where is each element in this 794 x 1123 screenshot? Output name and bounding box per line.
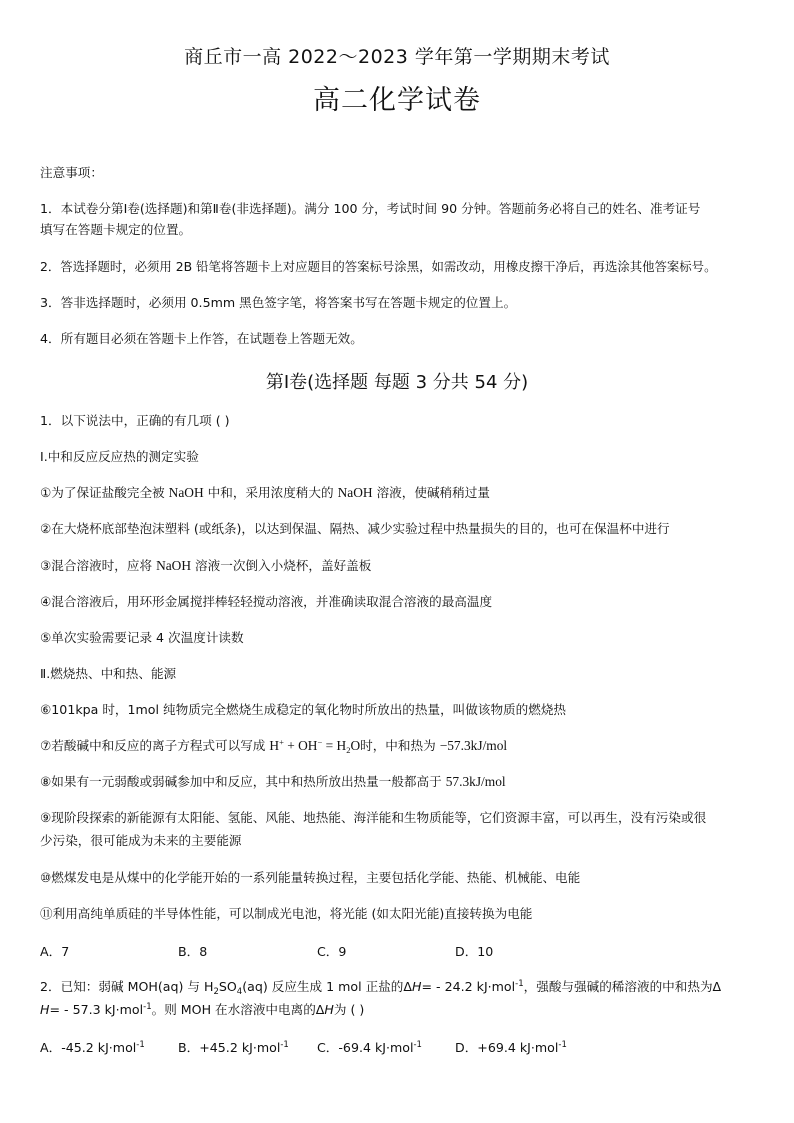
q1-option-a: A．7 bbox=[40, 944, 70, 959]
statement-2: ②在大烧杯底部垫泡沫塑料 (或纸条)，以达到保温、隔热、减少实验过程中热量损失的目的，也可在保温杯中进行 bbox=[40, 521, 670, 536]
q2-option-a: A．-45.2 kJ·mol$^{-1}$ bbox=[40, 1040, 145, 1055]
notice-item-1-line-2: 填写在答题卡规定的位置。 bbox=[40, 222, 192, 237]
statement-3: ③混合溶液时，应将 NaOH 溶液一次倒入小烧杯，盖好盖板 bbox=[40, 558, 372, 573]
q2-option-d: D．+69.4 kJ·mol$^{-1}$ bbox=[455, 1040, 567, 1055]
q1-option-b: B．8 bbox=[178, 944, 208, 959]
q1-option-c: C．9 bbox=[317, 944, 347, 959]
q1-option-d: D．10 bbox=[455, 944, 494, 959]
statement-1: ①为了保证盐酸完全被 NaOH 中和，采用浓度稍大的 NaOH 溶液，使碱稍稍过量 bbox=[40, 485, 490, 500]
notice-heading: 注意事项： bbox=[40, 165, 103, 180]
statement-5: ⑤单次实验需要记录 4 次温度计读数 bbox=[40, 630, 244, 645]
formula-naoh: NaOH bbox=[168, 485, 204, 500]
exam-title: 商丘市一高 2022～2023 学年第一学期期末考试 bbox=[184, 46, 610, 68]
statement-8: ⑧如果有一元弱酸或弱碱参加中和反应，其中和热所放出热量一般都高于 57.3kJ/mol bbox=[40, 774, 506, 789]
statement-4: ④混合溶液后，用环形金属搅拌棒轻轻搅动溶液，并准确读取混合溶液的最高温度 bbox=[40, 594, 493, 609]
question-2-line-2: H= - 57.3 kJ·mol$^{-1}$。则 MOH 在水溶液中电离的ΔH为 ( ) bbox=[40, 1002, 365, 1017]
q2-option-b: B．+45.2 kJ·mol$^{-1}$ bbox=[178, 1040, 289, 1055]
exam-subject-title: 高二化学试卷 bbox=[313, 85, 481, 116]
notice-item-1-line-1: 1．本试卷分第Ⅰ卷(选择题)和第Ⅱ卷(非选择题)。满分 100 分，考试时间 90 分钟。答题前务必将自己的姓名、准考证号 bbox=[40, 201, 701, 216]
question-1-part-2-title: Ⅱ.燃烧热、中和热、能源 bbox=[40, 666, 177, 681]
statement-11: ⑪利用高纯单质硅的半导体性能，可以制成光电池，将光能 (如太阳光能)直接转换为电能 bbox=[40, 906, 533, 921]
heat-value: −57.3kJ/mol bbox=[439, 738, 508, 753]
statement-6: ⑥101kpa 时，1mol 纯物质完全燃烧生成稳定的氧化物时所放出的热量，叫做该物质的燃烧热 bbox=[40, 702, 567, 717]
notice-item-3: 3．答非选择题时，必须用 0.5mm 黑色签字笔，将答案书写在答题卡规定的位置上。 bbox=[40, 295, 517, 310]
notice-item-4: 4．所有题目必须在答题卡上作答，在试题卷上答题无效。 bbox=[40, 331, 363, 346]
statement-7: ⑦若酸碱中和反应的离子方程式可以写成 $H^+ + OH^- = H_2O$时，中和热为 −57.3kJ/mol bbox=[40, 737, 508, 755]
heat-value: 57.3kJ/mol bbox=[445, 774, 506, 789]
statement-9-line-2: 少污染，很可能成为未来的主要能源 bbox=[40, 833, 242, 848]
question-1-part-1-title: Ⅰ.中和反应反应热的测定实验 bbox=[40, 449, 199, 464]
notice-item-2: 2．答选择题时，必须用 2B 铅笔将答题卡上对应题目的答案标号涂黑，如需改动，用橡皮擦干净后，再选涂其他答案标号。 bbox=[40, 259, 717, 274]
section-title: 第Ⅰ卷(选择题 每题 3 分共 54 分) bbox=[265, 372, 529, 393]
formula-naoh: NaOH bbox=[156, 558, 192, 573]
statement-9-line-1: ⑨现阶段探索的新能源有太阳能、氢能、风能、地热能、海洋能和生物质能等，它们资源丰富，可以再生，没有污染或很 bbox=[40, 810, 707, 825]
formula-naoh: NaOH bbox=[337, 485, 373, 500]
statement-10: ⑩燃煤发电是从煤中的化学能开始的一系列能量转换过程，主要包括化学能、热能、机械能、电能 bbox=[40, 870, 581, 885]
question-2-line-1: 2．已知：弱碱 MOH(aq) 与 $H_2SO_4(aq)$ 反应生成 1 mol 正盐的ΔH= - 24.2 kJ·mol$^{-1}$，强酸与强碱的稀溶液的中和热为Δ bbox=[40, 979, 722, 997]
question-1-stem: 1．以下说法中，正确的有几项 ( ) bbox=[40, 413, 230, 428]
ionic-equation: $H^+ + OH^- = H_2O$ bbox=[269, 737, 361, 755]
q2-option-c: C．-69.4 kJ·mol$^{-1}$ bbox=[317, 1040, 422, 1055]
